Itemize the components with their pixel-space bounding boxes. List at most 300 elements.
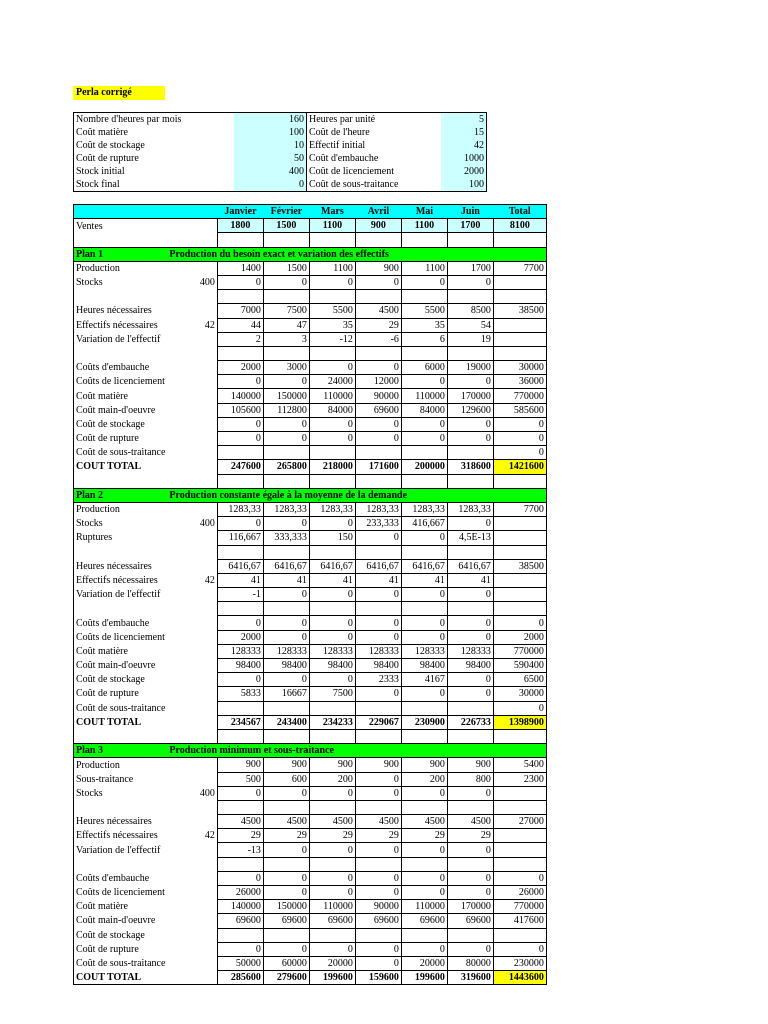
cell-value: 69600: [217, 914, 263, 928]
ventes-value: 8100: [493, 219, 546, 233]
cell-value: 29: [447, 829, 493, 843]
cell-value: 0: [401, 616, 447, 630]
row-initial: [167, 403, 217, 417]
row-label: Coûts d'embauche: [76, 872, 150, 884]
row-initial: [167, 701, 217, 715]
cell-value: 0: [447, 673, 493, 687]
cell-value: 233,333: [355, 517, 401, 531]
month-header: Avril: [355, 205, 401, 219]
cell-value: 1283,33: [355, 502, 401, 516]
data-row: [74, 304, 547, 318]
cell-value: 128333: [309, 644, 355, 658]
cell-value: [493, 843, 546, 857]
cell-value: 0: [309, 275, 355, 289]
cell-value: 0: [447, 843, 493, 857]
row-initial: 42: [204, 574, 215, 586]
row-label: Heures nécessaires: [76, 305, 152, 317]
cell-value: 0: [447, 517, 493, 531]
row-initial: [167, 715, 217, 729]
row-initial: [167, 886, 217, 900]
cell-value: [447, 928, 493, 942]
cell-value: 170000: [447, 900, 493, 914]
cell-value: 24000: [309, 375, 355, 389]
cell-value: 0: [447, 375, 493, 389]
cell-value: 0: [493, 616, 546, 630]
cell-value: 900: [217, 758, 263, 772]
cell-value: [309, 928, 355, 942]
cell-value: 26000: [493, 886, 546, 900]
spacer-cell: [263, 474, 309, 488]
cell-value: [447, 857, 493, 871]
param-label: Coût de sous-traitance: [309, 179, 399, 190]
total-value: 159600: [355, 971, 401, 985]
cell-value: 0: [401, 275, 447, 289]
cell-value: 30000: [493, 687, 546, 701]
cell-value: 0: [447, 630, 493, 644]
param-value: 2000: [441, 165, 487, 178]
data-row: [74, 361, 547, 375]
spacer-row: [74, 857, 547, 871]
param-value: 10: [234, 139, 307, 152]
plan-title: Production du besoin exact et variation des effectifs: [167, 247, 546, 261]
cell-value: 128333: [447, 644, 493, 658]
cell-value: 29: [309, 829, 355, 843]
cell-value: 5833: [217, 687, 263, 701]
cell-value: 5400: [493, 758, 546, 772]
cell-value: 6416,67: [309, 559, 355, 573]
header-cell: [74, 205, 168, 219]
cell-value: 0: [309, 361, 355, 375]
cell-value: 0: [401, 843, 447, 857]
cell-value: 0: [263, 942, 309, 956]
row-initial: [167, 588, 217, 602]
cell-value: 1700: [447, 261, 493, 275]
cell-value: [217, 346, 263, 360]
cell-value: 2000: [217, 361, 263, 375]
cell-value: [493, 928, 546, 942]
ventes-value: 1100: [309, 219, 355, 233]
spacer-row: [74, 545, 547, 559]
cell-value: 0: [493, 432, 546, 446]
data-row: [74, 886, 547, 900]
total-label: COUT TOTAL: [76, 716, 142, 728]
row-initial: [167, 942, 217, 956]
cell-value: 129600: [447, 403, 493, 417]
cell-value: 98400: [401, 659, 447, 673]
data-row: [74, 502, 547, 516]
cell-value: 0: [355, 361, 401, 375]
data-row: [74, 914, 547, 928]
cell-value: 110000: [309, 389, 355, 403]
cell-value: [447, 800, 493, 814]
cell-value: [447, 602, 493, 616]
cell-value: 0: [355, 531, 401, 545]
cell-value: 19: [447, 332, 493, 346]
data-row: [74, 659, 547, 673]
cell-value: 5500: [309, 304, 355, 318]
param-label: Coût de l'heure: [309, 127, 370, 138]
row-initial: [167, 602, 217, 616]
cell-value: 0: [355, 687, 401, 701]
total-value: 247600: [217, 460, 263, 474]
cell-value: 770000: [493, 644, 546, 658]
cell-value: 44: [217, 318, 263, 332]
cell-value: 29: [217, 829, 263, 843]
total-label: COUT TOTAL: [76, 461, 142, 473]
cell-value: 69600: [263, 914, 309, 928]
row-label: Ruptures: [76, 532, 113, 544]
spacer-row: [74, 602, 547, 616]
cell-value: [355, 701, 401, 715]
row-initial: 42: [204, 830, 215, 842]
cell-value: 0: [355, 432, 401, 446]
cell-value: 128333: [401, 644, 447, 658]
row-label: Coût main-d'oeuvre: [76, 404, 156, 416]
cell-value: 0: [447, 616, 493, 630]
plan-title: Production minimum et sous-traitance: [167, 744, 546, 758]
cell-value: 333,333: [263, 531, 309, 545]
cell-value: 0: [355, 772, 401, 786]
cell-value: 4500: [263, 815, 309, 829]
cell-value: 0: [447, 886, 493, 900]
spacer-cell: [309, 729, 355, 743]
cell-value: 0: [263, 588, 309, 602]
cell-value: 770000: [493, 900, 546, 914]
cell-value: 0: [217, 517, 263, 531]
cell-value: 2000: [493, 630, 546, 644]
cell-value: 84000: [309, 403, 355, 417]
spacer-cell: [167, 233, 217, 247]
cell-value: 416,667: [401, 517, 447, 531]
plan-label: Plan 1: [74, 247, 168, 261]
cell-value: 0: [263, 786, 309, 800]
total-value: 200000: [401, 460, 447, 474]
row-label: Effectifs nécessaires: [76, 319, 158, 331]
month-header: Juin: [447, 205, 493, 219]
spacer-cell: [447, 474, 493, 488]
cell-value: 128333: [263, 644, 309, 658]
param-label: Stock final: [76, 179, 120, 190]
cell-value: 0: [217, 616, 263, 630]
cell-value: [401, 701, 447, 715]
row-label: [74, 800, 168, 814]
plan-header-row: [74, 488, 547, 502]
total-value: 230900: [401, 715, 447, 729]
row-label: Coût de stockage: [76, 674, 145, 686]
parameters-table: [73, 112, 487, 192]
row-initial: [167, 502, 217, 516]
data-row: [74, 417, 547, 431]
row-initial: [167, 956, 217, 970]
cell-value: 900: [355, 758, 401, 772]
spacer-row: [74, 233, 547, 247]
cell-value: 6500: [493, 673, 546, 687]
cell-value: [309, 701, 355, 715]
total-value: 229067: [355, 715, 401, 729]
cell-value: [401, 800, 447, 814]
cell-value: 0: [263, 432, 309, 446]
cell-value: 170000: [447, 389, 493, 403]
cell-value: 41: [401, 573, 447, 587]
cell-value: 150000: [263, 900, 309, 914]
cell-value: [493, 517, 546, 531]
spacer-cell: [263, 729, 309, 743]
spacer-cell: [74, 233, 168, 247]
row-label: [74, 857, 168, 871]
data-row: [74, 928, 547, 942]
row-label: Coût main-d'oeuvre: [76, 660, 156, 672]
data-row: [74, 956, 547, 970]
spacer-cell: [493, 729, 546, 743]
row-label: Coût de sous-traitance: [76, 447, 166, 459]
row-label: Sous-traitance: [76, 773, 134, 785]
data-row: [74, 786, 547, 800]
cell-value: 4500: [355, 815, 401, 829]
row-label: Production: [76, 263, 120, 275]
cell-value: 0: [217, 432, 263, 446]
plan-title: Production constante égale à la moyenne de la demande: [167, 488, 546, 502]
cell-value: 0: [217, 417, 263, 431]
row-label: Coût de rupture: [76, 688, 139, 700]
cell-value: 30000: [493, 361, 546, 375]
cell-value: -13: [217, 843, 263, 857]
row-label: Coût de rupture: [76, 433, 139, 445]
cell-value: 417600: [493, 914, 546, 928]
header-cell: [167, 205, 217, 219]
spacer-row: [74, 800, 547, 814]
cell-value: 98400: [355, 659, 401, 673]
total-row: [74, 971, 547, 985]
cell-value: [355, 290, 401, 304]
row-initial: [167, 900, 217, 914]
month-header: Mars: [309, 205, 355, 219]
spacer-row: [74, 290, 547, 304]
cell-value: 2333: [355, 673, 401, 687]
cell-value: 0: [355, 616, 401, 630]
row-initial: [167, 332, 217, 346]
cell-value: 110000: [401, 389, 447, 403]
cell-value: [309, 545, 355, 559]
spacer-cell: [309, 233, 355, 247]
plan-label: Plan 2: [74, 488, 168, 502]
row-initial: [167, 219, 217, 233]
data-row: [74, 772, 547, 786]
spacer-cell: [355, 729, 401, 743]
cell-value: [493, 346, 546, 360]
cell-value: [493, 800, 546, 814]
row-label: Coût matière: [76, 901, 128, 913]
cell-value: 6000: [401, 361, 447, 375]
param-label: Heures par unité: [309, 114, 376, 125]
cell-value: 8500: [447, 304, 493, 318]
cell-value: 29: [355, 318, 401, 332]
row-label: [74, 290, 168, 304]
cell-value: 770000: [493, 389, 546, 403]
cell-value: [447, 545, 493, 559]
cell-value: 110000: [309, 900, 355, 914]
cell-value: 900: [401, 758, 447, 772]
total-value: 234233: [309, 715, 355, 729]
cell-value: 69600: [447, 914, 493, 928]
cell-value: [447, 446, 493, 460]
cell-value: [309, 446, 355, 460]
cell-value: 1283,33: [217, 502, 263, 516]
month-header: Total: [493, 205, 546, 219]
cell-value: 0: [355, 417, 401, 431]
cell-value: [493, 318, 546, 332]
cell-value: [493, 545, 546, 559]
cell-value: 69600: [309, 914, 355, 928]
row-initial: 42: [204, 319, 215, 331]
cell-value: 0: [309, 417, 355, 431]
cell-value: [447, 701, 493, 715]
cell-value: [401, 857, 447, 871]
cell-value: [447, 290, 493, 304]
cell-value: [493, 602, 546, 616]
spacer-cell: [217, 474, 263, 488]
total-value: 285600: [217, 971, 263, 985]
cell-value: [309, 602, 355, 616]
cell-value: 1283,33: [263, 502, 309, 516]
cell-value: 7700: [493, 502, 546, 516]
param-label: Coût de rupture: [76, 153, 139, 164]
row-initial: [167, 687, 217, 701]
total-row: [74, 460, 547, 474]
cell-value: 0: [217, 275, 263, 289]
row-initial: [167, 375, 217, 389]
row-initial: [167, 460, 217, 474]
cell-value: 20000: [309, 956, 355, 970]
cell-value: 105600: [217, 403, 263, 417]
cell-value: [493, 829, 546, 843]
cell-value: 0: [355, 630, 401, 644]
row-initial: [167, 630, 217, 644]
cell-value: [263, 290, 309, 304]
spacer-cell: [355, 474, 401, 488]
cell-value: 0: [217, 871, 263, 885]
data-row: [74, 900, 547, 914]
cell-value: 585600: [493, 403, 546, 417]
cell-value: 0: [263, 616, 309, 630]
plan-label: Plan 3: [74, 744, 168, 758]
cell-value: 0: [447, 588, 493, 602]
cell-value: 200: [401, 772, 447, 786]
ventes-value: 1700: [447, 219, 493, 233]
cell-value: 0: [447, 687, 493, 701]
cell-value: [493, 332, 546, 346]
month-header: Février: [263, 205, 309, 219]
row-label: [74, 602, 168, 616]
data-row: [74, 942, 547, 956]
spacer-cell: [309, 474, 355, 488]
row-label: Production: [76, 759, 120, 771]
row-label: Effectifs nécessaires: [76, 830, 158, 842]
cell-value: 0: [263, 886, 309, 900]
row-initial: [167, 616, 217, 630]
cell-value: 0: [309, 432, 355, 446]
row-label: Coût main-d'oeuvre: [76, 915, 156, 927]
row-initial: [167, 871, 217, 885]
cell-value: 5500: [401, 304, 447, 318]
cell-value: [355, 928, 401, 942]
spacer-cell: [263, 233, 309, 247]
total-value: 1421600: [493, 460, 546, 474]
cell-value: 0: [309, 517, 355, 531]
ventes-value: 900: [355, 219, 401, 233]
param-value: 100: [441, 178, 487, 192]
param-value: 400: [234, 165, 307, 178]
data-row: [74, 318, 547, 332]
cell-value: 0: [401, 375, 447, 389]
cell-value: 98400: [309, 659, 355, 673]
ventes-value: 1800: [217, 219, 263, 233]
cell-value: 0: [263, 843, 309, 857]
cell-value: [401, 545, 447, 559]
cell-value: 4500: [309, 815, 355, 829]
row-label: Coût de sous-traitance: [76, 958, 166, 970]
cell-value: 36000: [493, 375, 546, 389]
cell-value: 0: [401, 432, 447, 446]
data-row: [74, 432, 547, 446]
row-label: Heures nécessaires: [76, 816, 152, 828]
spacer-cell: [74, 474, 168, 488]
row-initial: 400: [199, 787, 215, 799]
data-row: [74, 389, 547, 403]
cell-value: 0: [217, 942, 263, 956]
cell-value: 230000: [493, 956, 546, 970]
cell-value: 0: [401, 786, 447, 800]
row-initial: [167, 290, 217, 304]
param-label: Coût de licenciement: [309, 166, 394, 177]
cell-value: 0: [493, 871, 546, 885]
cell-value: 7500: [263, 304, 309, 318]
cell-value: 41: [309, 573, 355, 587]
data-row: [74, 673, 547, 687]
planning-table: [73, 204, 547, 985]
cell-value: 0: [263, 417, 309, 431]
cell-value: 0: [263, 275, 309, 289]
cell-value: 0: [355, 886, 401, 900]
cell-value: [355, 346, 401, 360]
cell-value: 38500: [493, 559, 546, 573]
param-label: Nombre d'heures par mois: [76, 114, 182, 125]
cell-value: 0: [309, 786, 355, 800]
cell-value: 12000: [355, 375, 401, 389]
cell-value: [493, 573, 546, 587]
spacer-cell: [74, 729, 168, 743]
cell-value: [355, 446, 401, 460]
cell-value: [309, 857, 355, 871]
plan-header-row: [74, 247, 547, 261]
cell-value: 41: [355, 573, 401, 587]
param-row: [74, 152, 487, 165]
param-value: 1000: [441, 152, 487, 165]
param-label: Stock initial: [76, 166, 125, 177]
row-initial: [167, 304, 217, 318]
row-label: Coûts de licenciement: [76, 631, 165, 643]
cell-value: [217, 857, 263, 871]
row-label: [74, 545, 168, 559]
row-initial: [167, 545, 217, 559]
cell-value: [263, 545, 309, 559]
spacer-cell: [167, 474, 217, 488]
cell-value: 0: [401, 942, 447, 956]
cell-value: [355, 602, 401, 616]
cell-value: 116,667: [217, 531, 263, 545]
cell-value: 3: [263, 332, 309, 346]
row-label: Coût matière: [76, 390, 128, 402]
param-label: Coût matière: [76, 127, 128, 138]
